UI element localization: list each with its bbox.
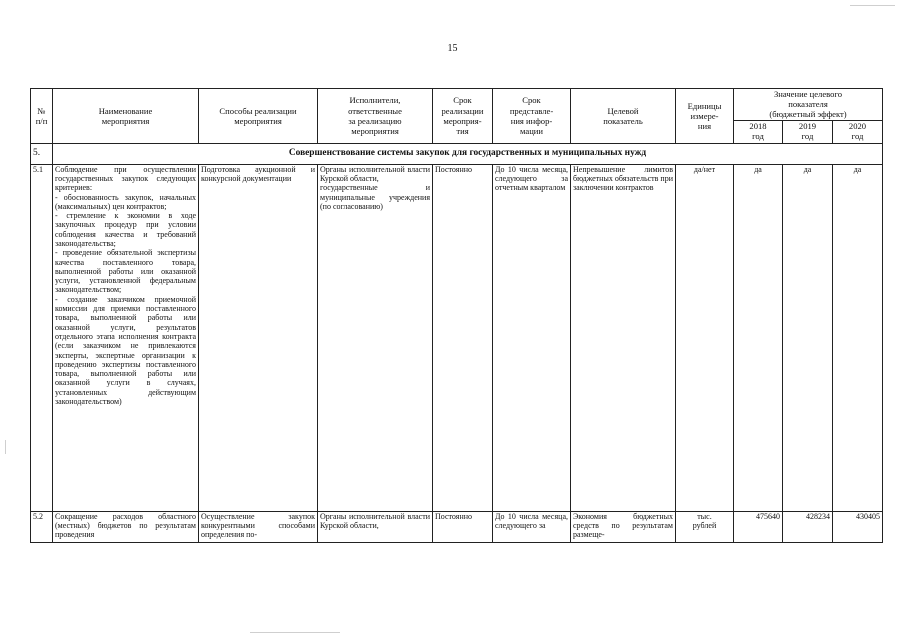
row-executors: Органы исполнительной власти Курской области, — [318, 511, 433, 542]
header-executors: Исполнители, ответственные за реализацию мероприятия — [318, 89, 433, 144]
row-methods: Подготовка аукционной и конкурсной документации — [199, 164, 318, 511]
page-number: 15 — [447, 43, 458, 54]
row-report-term: До 10 числа месяца, следующего за — [493, 511, 571, 542]
row-units: да/нет — [676, 164, 734, 511]
header-name: Наименование мероприятия — [53, 89, 199, 144]
scan-artifact-line — [5, 440, 6, 454]
header-methods: Способы реализации мероприятия — [199, 89, 318, 144]
header-num: № п/п — [31, 89, 53, 144]
row-value-2019: да — [783, 164, 833, 511]
row-executors: Органы исполнительной власти Курской области, государственные и муниципальные учреждения (по согласованию) — [318, 164, 433, 511]
table-row — [31, 511, 883, 542]
row-value-2018: 475640 — [734, 511, 783, 542]
header-value-group: Значение целевого показателя (бюджетный эффект) — [734, 89, 883, 121]
section-row — [31, 143, 883, 164]
header-term: Срок реализации мероприя- тия — [433, 89, 493, 144]
table-row — [31, 164, 883, 511]
header-year-2018: 2018 год — [734, 120, 783, 143]
row-value-2020: 430405 — [833, 511, 883, 542]
header-report-term: Срок представле- ния инфор- мации — [493, 89, 571, 144]
row-name: Сокращение расходов областного (местных) бюджетов по результатам проведения — [53, 511, 199, 542]
header-target: Целевой показатель — [571, 89, 676, 144]
header-year-2019: 2019 год — [783, 120, 833, 143]
row-num: 5.1 — [31, 164, 53, 511]
row-report-term: До 10 числа месяца, следующего за отчетным кварталом — [493, 164, 571, 511]
scan-artifact-line — [850, 5, 895, 6]
header-row — [31, 89, 883, 121]
section-num: 5. — [31, 143, 53, 164]
row-target: Непревышение лимитов бюджетных обязательств при заключении контрактов — [571, 164, 676, 511]
header-units: Единицы измере- ния — [676, 89, 734, 144]
row-name: Соблюдение при осуществлении государственных закупок следующих критериев: - обоснованность закупок, начальных (максимальных) цен контрактов; - стремление к экономии в ходе закупочных процедур при условии соблюдения качества и требований законодательства; - проведение обязательной экспертизы качества поставленного товара, выполненной работы или оказанной услуги, установленной федеральным законодательством; - создание заказчиком приемочной комиссии для приемки поставленного товара, выполненной работы или оказанной услуги, результатов отдельного этапа исполнения контракта (если заказчиком не привлекаются эксперты, экспертные организации к проведению экспертизы поставленного товара, выполненной работы или оказанной услуги в случаях, установленных действующим законодательством) — [53, 164, 199, 511]
row-term: Постоянно — [433, 511, 493, 542]
measures-table — [30, 88, 883, 543]
row-value-2019: 428234 — [783, 511, 833, 542]
row-value-2020: да — [833, 164, 883, 511]
section-title: Совершенствование системы закупок для государственных и муниципальных нужд — [53, 143, 883, 164]
scan-artifact-line — [250, 632, 340, 633]
row-term: Постоянно — [433, 164, 493, 511]
row-units: тыс. рублей — [676, 511, 734, 542]
row-value-2018: да — [734, 164, 783, 511]
header-year-2020: 2020 год — [833, 120, 883, 143]
row-num: 5.2 — [31, 511, 53, 542]
row-methods: Осуществление закупок конкурентными способами определения по- — [199, 511, 318, 542]
row-target: Экономия бюджетных средств по результатам размеще- — [571, 511, 676, 542]
